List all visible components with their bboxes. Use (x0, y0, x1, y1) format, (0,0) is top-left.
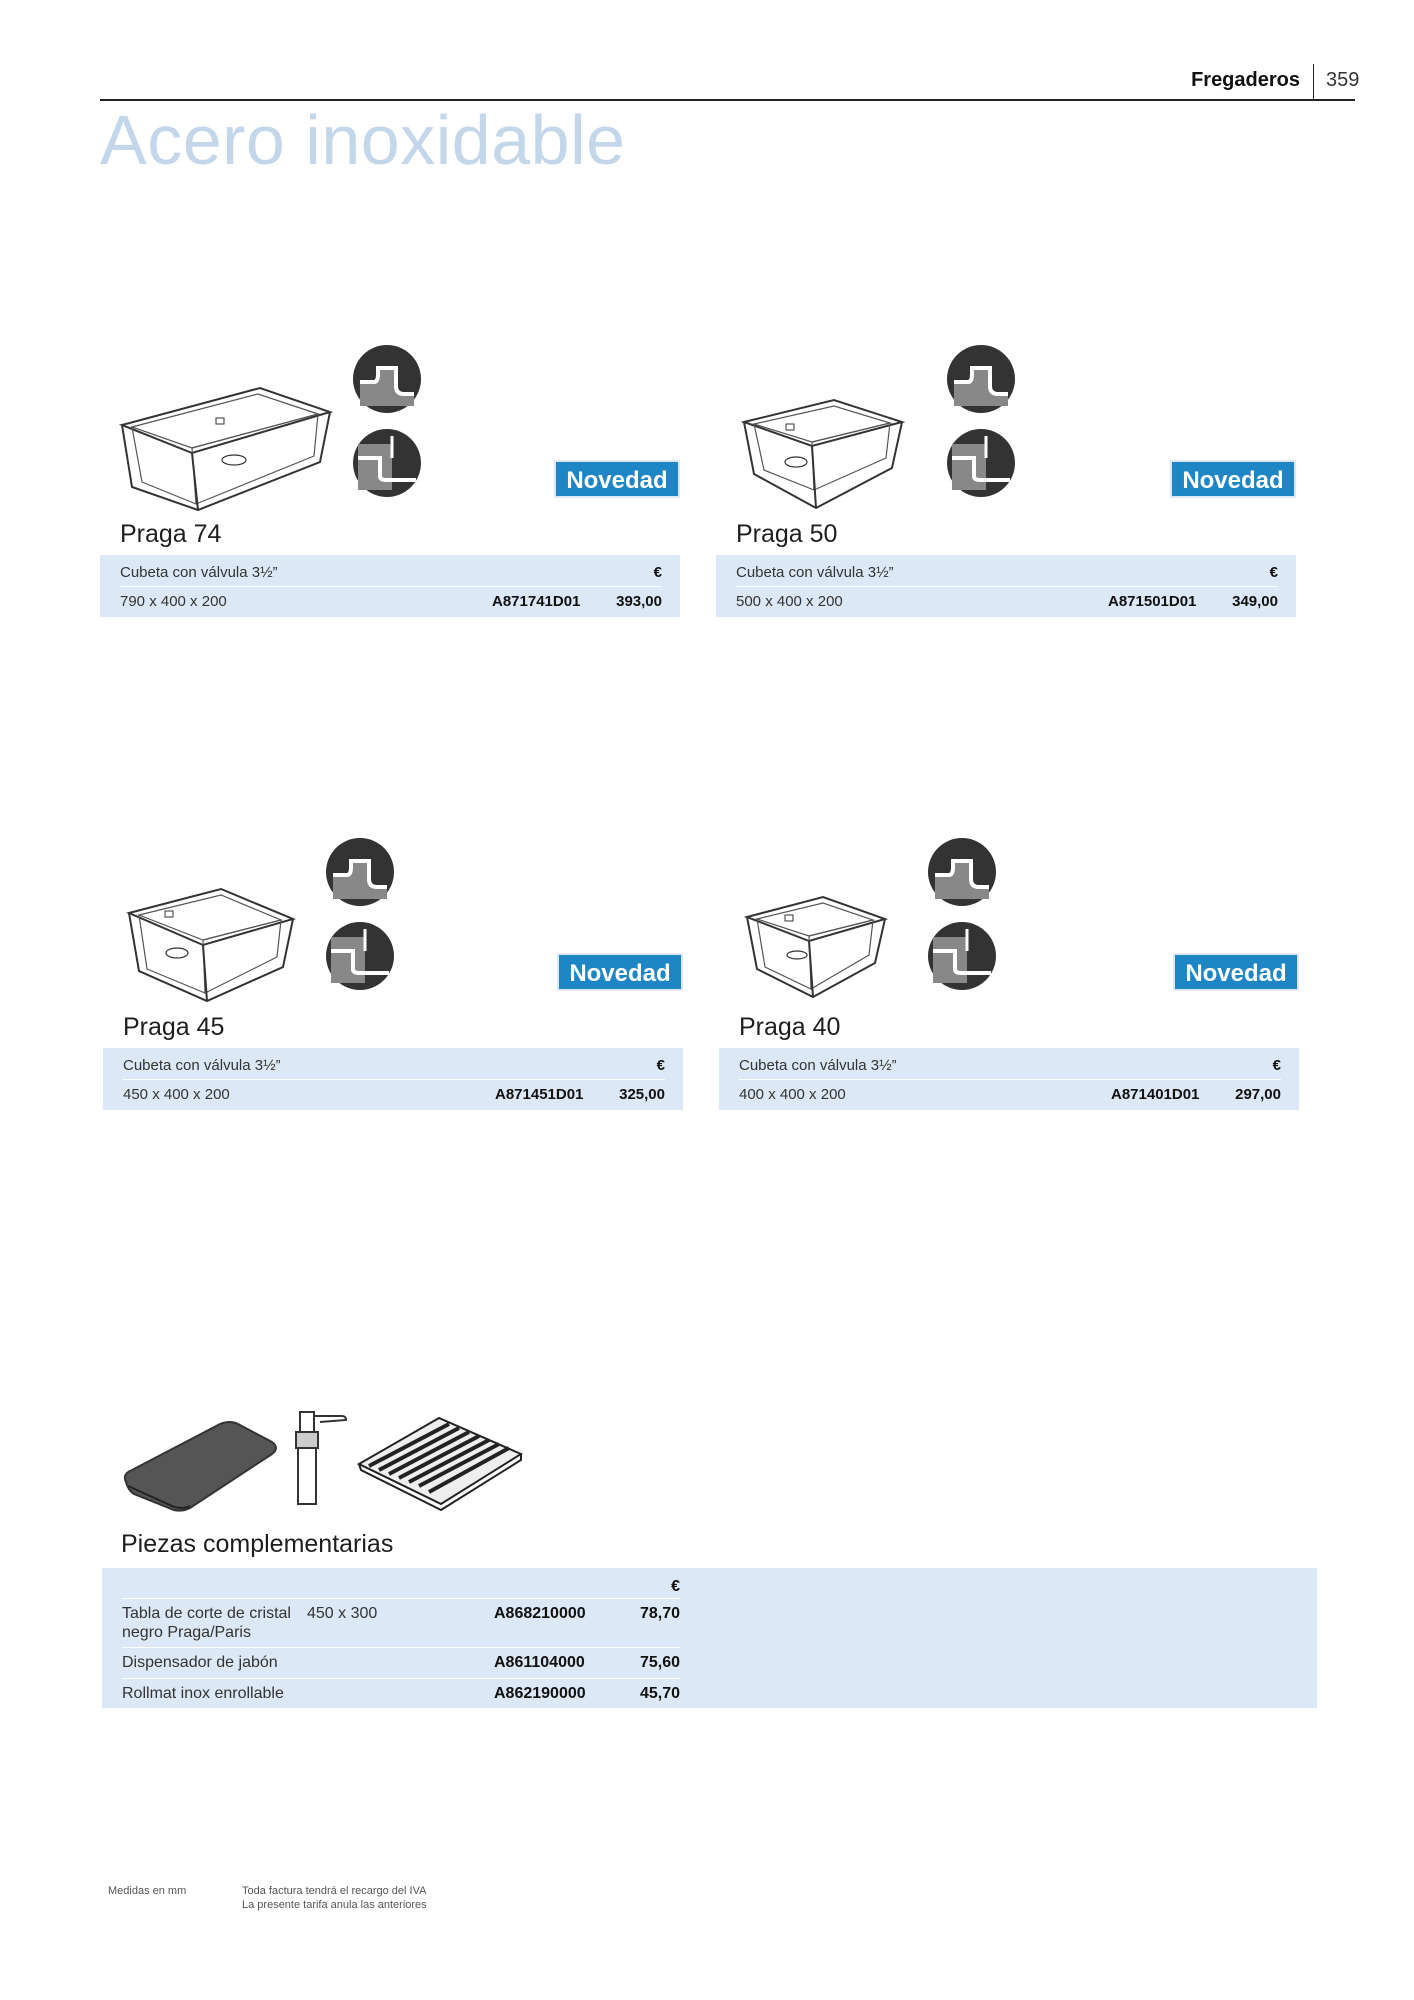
rollmat-illustration (355, 1414, 525, 1514)
complementary-row (122, 1679, 680, 1707)
sink-illustration (734, 350, 954, 520)
item-name: Rollmat inox enrollable (122, 1685, 284, 1702)
sink-mount-undermount-icon (352, 428, 422, 498)
product-dimensions: 450 x 400 x 200 (123, 1086, 230, 1103)
product-price-table (103, 1048, 683, 1110)
product-data-row (123, 1080, 665, 1108)
header-divider (1313, 64, 1314, 100)
item-code: A861104000 (494, 1654, 585, 1671)
cutting-board-illustration (120, 1420, 285, 1520)
item-name: Dispensador de jabón (122, 1654, 278, 1671)
product-data-row (739, 1080, 1281, 1108)
footer-note-line2: La presente tarifa anula las anteriores (242, 1899, 427, 1911)
currency-label: € (1269, 564, 1278, 581)
product-code: A871501D01 (1108, 593, 1197, 610)
complementary-row (122, 1648, 680, 1679)
product-data-row (736, 587, 1278, 615)
item-name: Tabla de corte de cristal (122, 1605, 291, 1622)
complementary-header-row (122, 1568, 680, 1599)
product-card-praga-50 (716, 340, 1296, 640)
product-description-row (739, 1051, 1281, 1080)
product-description: Cubeta con válvula 3½” (736, 564, 894, 581)
sink-mount-inset-icon (325, 837, 395, 907)
product-data-row (120, 587, 662, 615)
product-description-row (736, 558, 1278, 587)
sink-mount-inset-icon (927, 837, 997, 907)
product-dimensions: 500 x 400 x 200 (736, 593, 843, 610)
product-card-praga-45 (103, 833, 683, 1133)
product-price: 325,00 (619, 1086, 665, 1103)
product-description-row (120, 558, 662, 587)
currency-label: € (671, 1578, 680, 1595)
product-description: Cubeta con válvula 3½” (120, 564, 278, 581)
sink-illustration (118, 350, 338, 520)
product-card-praga-40 (719, 833, 1299, 1133)
item-size: 450 x 300 (307, 1605, 378, 1622)
product-description: Cubeta con válvula 3½” (739, 1057, 897, 1074)
product-price: 349,00 (1232, 593, 1278, 610)
soap-dispenser-illustration (290, 1408, 350, 1508)
sink-mount-inset-icon (352, 344, 422, 414)
currency-label: € (656, 1057, 665, 1074)
sink-mount-undermount-icon (946, 428, 1016, 498)
product-name: Praga 40 (739, 1013, 841, 1041)
item-price: 78,70 (639, 1605, 680, 1622)
complementary-title: Piezas complementarias (121, 1530, 394, 1558)
product-price-table (719, 1048, 1299, 1110)
novedad-badge: Novedad (1170, 460, 1296, 498)
product-code: A871451D01 (495, 1086, 584, 1103)
header-section-title: Fregaderos (1191, 69, 1300, 91)
product-price-table (100, 555, 680, 617)
product-dimensions: 400 x 400 x 200 (739, 1086, 846, 1103)
product-dimensions: 790 x 400 x 200 (120, 593, 227, 610)
product-price: 393,00 (616, 593, 662, 610)
item-code: A862190000 (494, 1685, 586, 1702)
footer-units: Medidas en mm (108, 1885, 187, 1897)
product-code: A871741D01 (492, 593, 581, 610)
page-title: Acero inoxidable (100, 101, 626, 179)
complementary-table (102, 1568, 1317, 1708)
item-price: 75,60 (639, 1654, 680, 1671)
sink-mount-undermount-icon (927, 921, 997, 991)
product-card-praga-74 (100, 340, 680, 640)
sink-illustration (737, 843, 957, 1013)
product-name: Praga 74 (120, 520, 222, 548)
footer-note (242, 1884, 427, 1912)
sink-illustration (121, 843, 341, 1013)
page-number: 359 (1326, 69, 1360, 91)
item-code: A868210000 (494, 1605, 586, 1622)
product-price: 297,00 (1235, 1086, 1281, 1103)
product-code: A871401D01 (1111, 1086, 1200, 1103)
complementary-row (122, 1599, 680, 1648)
novedad-badge: Novedad (554, 460, 680, 498)
currency-label: € (653, 564, 662, 581)
item-price: 45,70 (639, 1685, 680, 1702)
product-description: Cubeta con válvula 3½” (123, 1057, 281, 1074)
item-name-line2: negro Praga/Paris (122, 1624, 251, 1641)
footer-note-line1: Toda factura tendrá el recargo del IVA (242, 1885, 427, 1897)
product-name: Praga 50 (736, 520, 838, 548)
novedad-badge: Novedad (1173, 953, 1299, 991)
product-description-row (123, 1051, 665, 1080)
sink-mount-inset-icon (946, 344, 1016, 414)
currency-label: € (1272, 1057, 1281, 1074)
product-name: Praga 45 (123, 1013, 225, 1041)
novedad-badge: Novedad (557, 953, 683, 991)
product-price-table (716, 555, 1296, 617)
sink-mount-undermount-icon (325, 921, 395, 991)
